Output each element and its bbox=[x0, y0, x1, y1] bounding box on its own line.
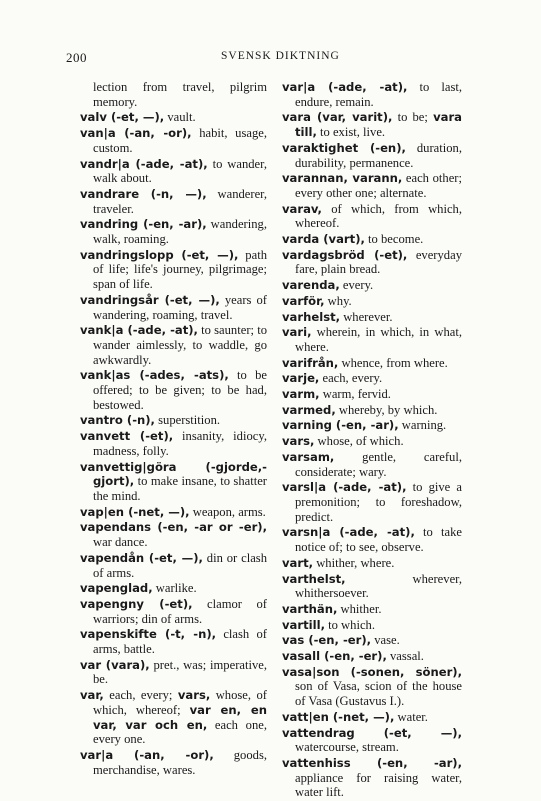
entry-headword: vap|en (-net, —), bbox=[80, 504, 190, 519]
entry-headword: vank|a (-ade, -at), bbox=[80, 323, 198, 338]
dictionary-entry bbox=[282, 633, 462, 648]
dictionary-entry bbox=[282, 418, 462, 433]
entry-definition: gentle, careful, considerate; wary. bbox=[295, 449, 462, 479]
entry-definition: to last, endure, remain. bbox=[295, 80, 462, 109]
dictionary-entry bbox=[80, 520, 267, 549]
entry-definition: why. bbox=[324, 293, 352, 308]
dictionary-entry bbox=[282, 450, 462, 479]
entry-headword: varsam, bbox=[282, 449, 335, 464]
entry-headword: vandringsår (-et, —), bbox=[80, 292, 220, 307]
entry-definition: habit, usage, custom. bbox=[93, 126, 268, 155]
dictionary-entry bbox=[80, 110, 267, 125]
entry-definition: years of wandering, roaming, travel. bbox=[93, 292, 267, 322]
entry-headword: vandringslopp (-et, —), bbox=[80, 247, 239, 262]
entry-headword: varsl|a (-ade, -at), bbox=[282, 480, 407, 495]
entry-headword: vanvettig|göra (-gjorde,-gjort), bbox=[80, 459, 267, 489]
entry-headword: varthelst, bbox=[282, 571, 346, 586]
dictionary-entry bbox=[282, 434, 462, 449]
entry-definition: whence, from where. bbox=[338, 355, 448, 370]
entry-definition: insanity, idiocy, madness, folly. bbox=[93, 429, 267, 458]
entry-headword: vart, bbox=[282, 555, 314, 570]
dictionary-entry bbox=[80, 368, 267, 412]
entry-definition: to become. bbox=[364, 232, 424, 247]
entry-definition: to be offered; to be given; to be had, bestowed. bbox=[93, 368, 268, 412]
entry-headword: vantro (-n), bbox=[80, 413, 155, 428]
dictionary-entry bbox=[80, 413, 267, 428]
entry-definition: goods, merchandise, wares. bbox=[93, 747, 267, 777]
entry-definition: of which, from which, whereof. bbox=[295, 201, 462, 231]
entry-headword: vandring (-en, -ar), bbox=[80, 217, 207, 232]
entry-definition: wandering, walk, roaming. bbox=[93, 217, 267, 247]
dictionary-entry bbox=[282, 480, 462, 524]
entry-definition: weapon, arms. bbox=[189, 504, 266, 519]
dictionary-entry bbox=[282, 80, 462, 109]
entry-headword: varsn|a (-ade, -at), bbox=[282, 525, 415, 540]
entry-headword: vattenhiss (-en, -ar), bbox=[282, 755, 462, 770]
running-title: SVENSK DIKTNING bbox=[221, 50, 340, 62]
dictionary-entry bbox=[282, 356, 462, 371]
entry-definition: warm, fervid. bbox=[319, 387, 391, 402]
entry-definition: whither. bbox=[337, 601, 382, 616]
dictionary-entry bbox=[282, 294, 462, 309]
entry-definition: warlike. bbox=[152, 581, 197, 596]
entry-headword: varför, bbox=[282, 293, 325, 308]
dictionary-entry bbox=[282, 665, 462, 709]
entry-headword: vanvett (-et), bbox=[80, 429, 174, 444]
dictionary-entry bbox=[282, 248, 462, 277]
entry-headword: varda (vart), bbox=[282, 232, 365, 247]
entry-definition: watercourse, stream. bbox=[295, 740, 399, 755]
dictionary-entry bbox=[282, 403, 462, 418]
entry-headword: vatt|en (-net, —), bbox=[282, 709, 395, 724]
dictionary-entry bbox=[80, 248, 267, 292]
entry-headword: varhelst, bbox=[282, 309, 341, 324]
dictionary-entry bbox=[80, 581, 267, 596]
entry-definition: water. bbox=[394, 709, 428, 724]
entry-definition: lection from travel, pilgrim memory. bbox=[93, 80, 267, 109]
dictionary-entry bbox=[282, 371, 462, 386]
entry-headword: vapenglad, bbox=[80, 581, 153, 596]
entry-definition: whither, where. bbox=[313, 555, 395, 570]
entry-headword: vars, bbox=[282, 434, 315, 449]
dictionary-entry bbox=[282, 202, 462, 231]
entry-headword: varje, bbox=[282, 371, 320, 386]
entry-headword: vapendån (-et, —), bbox=[80, 550, 203, 565]
entry-headword: varm, bbox=[282, 387, 320, 402]
entry-definition: every. bbox=[339, 278, 374, 293]
dictionary-entry bbox=[80, 187, 267, 216]
dictionary-entry bbox=[80, 688, 267, 747]
entry-definition: war dance. bbox=[93, 535, 148, 550]
entry-headword: varifrån, bbox=[282, 355, 339, 370]
entry-headword: vara (var, varit), bbox=[282, 110, 393, 125]
entry-headword: valv (-et, —), bbox=[80, 110, 165, 125]
entry-definition: to take notice of; to see, observe. bbox=[295, 525, 462, 555]
dictionary-entry bbox=[80, 293, 267, 322]
entry-headword: varav, bbox=[282, 201, 322, 216]
entry-headword: van|a (-an, -or), bbox=[80, 126, 192, 141]
dictionary-entry bbox=[80, 748, 267, 777]
entry-definition: din or clash of arms. bbox=[93, 550, 268, 580]
dictionary-entry bbox=[282, 649, 462, 664]
entry-definition: to which. bbox=[324, 617, 375, 632]
dictionary-entry bbox=[80, 627, 267, 656]
entry-headword: vapenskifte (-t, -n), bbox=[80, 627, 217, 642]
entry-definition: to saunter; to wander aimlessly, to waddle, go awkwardly. bbox=[93, 323, 267, 367]
entry-definition: each, every. bbox=[319, 371, 383, 386]
dictionary-entry bbox=[282, 618, 462, 633]
entry-definition: to make insane, to shatter the mind. bbox=[93, 474, 267, 503]
entry-definition: wherever. bbox=[340, 309, 393, 324]
entry-definition: superstition. bbox=[154, 413, 221, 428]
dictionary-entry bbox=[282, 110, 462, 139]
entry-definition: clash of arms, battle. bbox=[93, 627, 267, 657]
dictionary-entry bbox=[80, 126, 267, 155]
dictionary-entry bbox=[282, 141, 462, 170]
entry-definition: wherein, in which, in what, where. bbox=[295, 325, 462, 354]
entry-headword: vars, bbox=[177, 688, 211, 703]
dictionary-entry bbox=[282, 325, 462, 354]
entry-definition: pret., was; imperative, be. bbox=[93, 657, 268, 687]
entry-definition: son of Vasa, scion of the house of Vasa (Gustavus I.). bbox=[295, 679, 462, 709]
entry-definition: to exist, live. bbox=[316, 125, 386, 140]
entry-headword: var|a (-an, -or), bbox=[80, 747, 214, 762]
dictionary-entry bbox=[80, 551, 267, 580]
entry-definition: each one, every one. bbox=[93, 717, 267, 747]
entry-definition: whereby, by which. bbox=[335, 402, 438, 417]
entry-headword: vas (-en, -er), bbox=[282, 633, 372, 648]
dictionary-entry bbox=[80, 505, 267, 520]
dictionary-entry bbox=[282, 232, 462, 247]
dictionary-entry bbox=[282, 726, 462, 755]
entry-definition: whose, of which, whereof; bbox=[93, 688, 267, 717]
entry-headword: vardagsbröd (-et), bbox=[282, 247, 408, 262]
entry-definition: to wander, walk about. bbox=[93, 156, 267, 186]
entry-headword: vandrare (-n, —), bbox=[80, 186, 207, 201]
entry-definition: path of life; life's journey, pilgrimage; span of life. bbox=[93, 247, 267, 292]
entry-definition: whose, of which. bbox=[314, 434, 404, 449]
entry-definition: wanderer, traveler. bbox=[93, 186, 267, 216]
entry-headword: vattendrag (-et, —), bbox=[282, 725, 462, 740]
entry-headword: varmed, bbox=[282, 402, 336, 417]
entry-headword: var, bbox=[80, 688, 104, 703]
entry-headword: vapendans (-en, -ar or -er), bbox=[80, 520, 267, 535]
dictionary-entry bbox=[282, 756, 462, 800]
entry-definition: each, every; bbox=[103, 688, 178, 703]
entry-definition: duration, durability, permanence. bbox=[295, 140, 462, 170]
entry-headword: var (vara), bbox=[80, 657, 150, 672]
dictionary-entry bbox=[80, 157, 267, 186]
dictionary-entry bbox=[282, 171, 462, 200]
entry-headword: vapengny (-et), bbox=[80, 596, 193, 611]
entry-definition: vault. bbox=[164, 110, 196, 125]
entry-headword: vasa|son (-sonen, söner), bbox=[282, 664, 462, 679]
entry-headword: vari, bbox=[282, 325, 312, 340]
entry-headword: vara till, bbox=[295, 110, 462, 140]
dictionary-entry bbox=[282, 556, 462, 571]
entry-headword: vartill, bbox=[282, 617, 325, 632]
entry-definition: each other; every other one; alternate. bbox=[295, 171, 462, 200]
entry-definition: wherever, whithersoever. bbox=[295, 571, 462, 601]
dictionary-entry bbox=[80, 323, 267, 367]
dictionary-entry bbox=[282, 525, 462, 554]
dictionary-entry bbox=[282, 387, 462, 402]
entry-headword: varannan, varann, bbox=[282, 171, 403, 186]
entry-headword: var en, en var, var och en, bbox=[93, 702, 268, 732]
entry-headword: varaktighet (-en), bbox=[282, 140, 406, 155]
entry-headword: vandr|a (-ade, -at), bbox=[80, 156, 208, 171]
entry-headword: varenda, bbox=[282, 278, 340, 293]
entry-headword: varthän, bbox=[282, 601, 338, 616]
dictionary-entry bbox=[282, 278, 462, 293]
entry-definition: vassal. bbox=[386, 649, 424, 664]
entry-definition: vase. bbox=[371, 633, 400, 648]
entry-headword: vasall (-en, -er), bbox=[282, 649, 387, 664]
dictionary-entry bbox=[282, 572, 462, 601]
dictionary-entry bbox=[282, 602, 462, 617]
dictionary-entry bbox=[80, 80, 267, 109]
dictionary-entry bbox=[80, 597, 267, 626]
entry-headword: var|a (-ade, -at), bbox=[282, 80, 408, 94]
entry-definition: appliance for raising water, water lift. bbox=[295, 770, 462, 800]
entry-definition: everyday fare, plain bread. bbox=[295, 247, 462, 277]
entry-headword: varning (-en, -ar), bbox=[282, 418, 399, 433]
page-number: 200 bbox=[66, 50, 87, 65]
dictionary-entry bbox=[282, 310, 462, 325]
dictionary-entry bbox=[80, 460, 267, 504]
dictionary-entry bbox=[80, 658, 267, 687]
dictionary-entry bbox=[80, 217, 267, 246]
dictionary-entry bbox=[282, 710, 462, 725]
entry-definition: clamor of warriors; din of arms. bbox=[93, 596, 267, 626]
entry-headword: vank|as (-ades, -ats), bbox=[80, 368, 229, 383]
entry-definition: to be; bbox=[392, 110, 434, 125]
entry-definition: warning. bbox=[398, 418, 447, 433]
entry-definition: to give a premonition; to foreshadow, predict. bbox=[295, 480, 462, 524]
left-column bbox=[80, 80, 267, 778]
dictionary-entry bbox=[80, 429, 267, 458]
right-column bbox=[282, 80, 462, 801]
